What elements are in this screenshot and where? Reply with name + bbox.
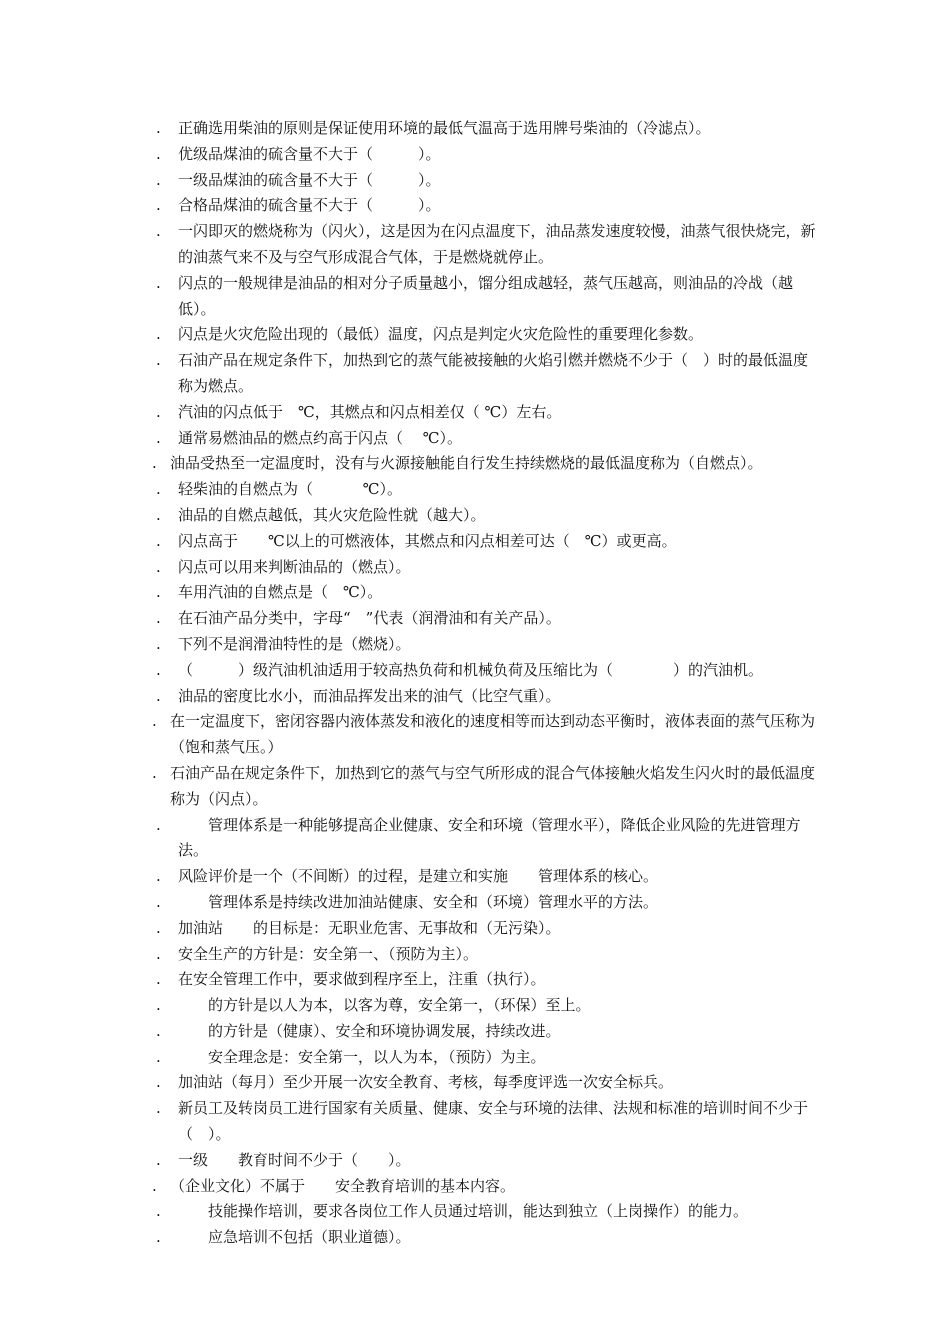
bullet: . xyxy=(156,686,161,705)
list-item xyxy=(152,400,822,426)
bullet: . xyxy=(152,763,157,782)
bullet: . xyxy=(152,712,157,731)
bullet: . xyxy=(156,144,161,163)
item-text: 闪点是火灾危险出现的（最低）温度，闪点是判定火灾危险性的重要理化参数。 xyxy=(178,325,704,344)
bullet: . xyxy=(156,119,161,137)
bullet: . xyxy=(156,634,161,653)
list-item xyxy=(152,1174,822,1200)
item-text: 优级品煤油的硫含量不大于（ ）。 xyxy=(178,144,441,163)
item-text: 风险评价是一个（不间断）的过程，是建立和实施 管理体系的核心。 xyxy=(178,867,659,886)
item-text: 在安全管理工作中，要求做到程序至上，注重（执行）。 xyxy=(178,970,546,989)
list-item xyxy=(152,503,822,529)
item-text: 安全理念是：安全第一，以人为本，（预防）为主。 xyxy=(178,1047,546,1066)
list-item xyxy=(152,684,822,710)
bullet: . xyxy=(152,454,157,473)
item-text: 一级 教育时间不少于（ ）。 xyxy=(178,1150,411,1169)
item-text: 正确选用柴油的原则是保证使用环境的最低气温高于选用牌号柴油的（冷滤点）。 xyxy=(178,119,711,137)
bullet: . xyxy=(156,1021,161,1040)
list-item xyxy=(152,348,822,400)
list-item xyxy=(152,632,822,658)
bullet: . xyxy=(156,428,161,447)
list-item xyxy=(152,890,822,916)
item-text: 管理体系是持续改进加油站健康、安全和（环境）管理水平的方法。 xyxy=(178,892,659,911)
bullet: . xyxy=(156,557,161,576)
bullet: . xyxy=(156,944,161,963)
list-item xyxy=(152,606,822,632)
bullet: . xyxy=(156,867,161,886)
item-text: 油品的自燃点越低，其火灾危险性就（越大）。 xyxy=(178,505,486,524)
bullet: . xyxy=(156,609,161,628)
item-text: 石油产品在规定条件下，加热到它的蒸气与空气所形成的混合气体接触火焰发生闪火时的最低温度称为（闪点）。 xyxy=(170,763,816,808)
item-text: 一级品煤油的硫含量不大于（ ）。 xyxy=(178,170,441,189)
bullet: . xyxy=(156,531,161,550)
list-item xyxy=(152,709,822,761)
bullet: . xyxy=(156,196,161,215)
list-item xyxy=(152,1148,822,1174)
list-item xyxy=(152,761,822,813)
list-item xyxy=(152,322,822,348)
item-text: 加油站 的目标是：无职业危害、无事故和（无污染）。 xyxy=(178,918,561,937)
list-item xyxy=(152,1199,822,1225)
item-text: 在一定温度下，密闭容器内液体蒸发和液化的速度相等而达到动态平衡时，液体表面的蒸气压称为（饱和蒸气压。） xyxy=(170,712,816,757)
bullet: . xyxy=(156,325,161,344)
item-text: 合格品煤油的硫含量不大于（ ）。 xyxy=(178,196,441,215)
bullet: . xyxy=(156,918,161,937)
bullet: . xyxy=(156,1073,161,1092)
bullet: . xyxy=(156,583,161,602)
list-item xyxy=(152,658,822,684)
bullet: . xyxy=(156,1099,161,1118)
list-item xyxy=(152,271,822,323)
item-text: 闪点可以用来判断油品的（燃点）。 xyxy=(178,557,411,576)
item-text: 安全生产的方针是：安全第一、（预防为主）。 xyxy=(178,944,479,963)
item-text: 闪点的一般规律是油品的相对分子质量越小，馏分组成越轻，蒸气压越高，则油品的冷战（越低）。 xyxy=(178,273,794,318)
item-text: 通常易燃油品的燃点约高于闪点（ ℃）。 xyxy=(178,428,463,447)
item-text: 汽油的闪点低于 ℃，其燃点和闪点相差仅（ ℃）左右。 xyxy=(178,402,562,421)
list-item xyxy=(152,813,822,865)
bullet: . xyxy=(156,1228,161,1247)
list-item xyxy=(152,193,822,219)
item-text: （企业文化）不属于 安全教育培训的基本内容。 xyxy=(170,1176,516,1195)
item-text: 下列不是润滑油特性的是（燃烧）。 xyxy=(178,634,411,653)
item-text: 石油产品在规定条件下，加热到它的蒸气能被接触的火焰引燃并燃烧不少于（ ）时的最低温度称为燃点。 xyxy=(178,351,809,395)
list-item xyxy=(152,1070,822,1096)
list-item xyxy=(152,426,822,452)
list-item xyxy=(152,942,822,968)
bullet: . xyxy=(152,1176,157,1195)
list-item xyxy=(152,1019,822,1045)
item-text: 一闪即灭的燃烧称为（闪火），这是因为在闪点温度下，油品蒸发速度较慢，油蒸气很快烧完，新的油蒸气来不及与空气形成混合气体，于是燃烧就停止。 xyxy=(178,222,816,266)
item-text: 的方针是以人为本，以客为尊，安全第一，（环保）至上。 xyxy=(178,996,591,1015)
item-text: 技能操作培训，要求各岗位工作人员通过培训，能达到独立（上岗操作）的能力。 xyxy=(178,1202,749,1221)
item-text: （ ）级汽油机油适用于较高热负荷和机械负荷及压缩比为（ ）的汽油机。 xyxy=(178,660,764,679)
bullet: . xyxy=(156,892,161,911)
bullet: . xyxy=(156,815,161,834)
bullet: . xyxy=(156,402,161,421)
list-item xyxy=(152,168,822,194)
list-item xyxy=(152,864,822,890)
bullet: . xyxy=(156,480,161,499)
item-text: 车用汽油的自燃点是（ ℃）。 xyxy=(178,583,383,602)
bullet: . xyxy=(156,222,161,241)
bullet: . xyxy=(156,970,161,989)
list-item xyxy=(152,993,822,1019)
bullet: . xyxy=(156,1202,161,1221)
list-item xyxy=(152,1096,822,1148)
list-item xyxy=(152,477,822,503)
list-item xyxy=(152,529,822,555)
list-item xyxy=(152,555,822,581)
item-text: 加油站（每月）至少开展一次安全教育、考核，每季度评选一次安全标兵。 xyxy=(178,1073,674,1092)
list-item xyxy=(152,116,822,142)
bullet: . xyxy=(156,660,161,679)
bullet: . xyxy=(156,505,161,524)
list-item xyxy=(152,1045,822,1071)
bullet: . xyxy=(156,351,161,370)
question-list xyxy=(152,116,822,1251)
bullet: . xyxy=(156,170,161,189)
list-item xyxy=(152,580,822,606)
list-item xyxy=(152,219,822,271)
item-text: 闪点高于 ℃以上的可燃液体，其燃点和闪点相差可达（ ℃）或更高。 xyxy=(178,531,677,550)
item-text: 新员工及转岗员工进行国家有关质量、健康、安全与环境的法律、法规和标准的培训时间不少于（ ）。 xyxy=(178,1099,809,1144)
item-text: 的方针是（健康）、安全和环境协调发展，持续改进。 xyxy=(178,1021,561,1040)
item-text: 轻柴油的自燃点为（ ℃）。 xyxy=(178,480,403,499)
list-item xyxy=(152,1225,822,1251)
bullet: . xyxy=(156,996,161,1015)
bullet: . xyxy=(156,273,161,292)
item-text: 油品的密度比水小，而油品挥发出来的油气（比空气重）。 xyxy=(178,686,561,705)
item-text: 应急培训不包括（职业道德）。 xyxy=(178,1228,411,1247)
list-item xyxy=(152,451,822,477)
list-item xyxy=(152,916,822,942)
bullet: . xyxy=(156,1047,161,1066)
list-item xyxy=(152,967,822,993)
item-text: 在石油产品分类中，字母“ ”代表（润滑油和有关产品）。 xyxy=(178,609,561,628)
item-text: 管理体系是一种能够提高企业健康、安全和环境（管理水平），降低企业风险的先进管理方法。 xyxy=(178,815,801,860)
item-text: 油品受热至一定温度时，没有与火源接触能自行发生持续燃烧的最低温度称为（自燃点）。 xyxy=(170,454,763,473)
list-item xyxy=(152,142,822,168)
bullet: . xyxy=(156,1150,161,1169)
